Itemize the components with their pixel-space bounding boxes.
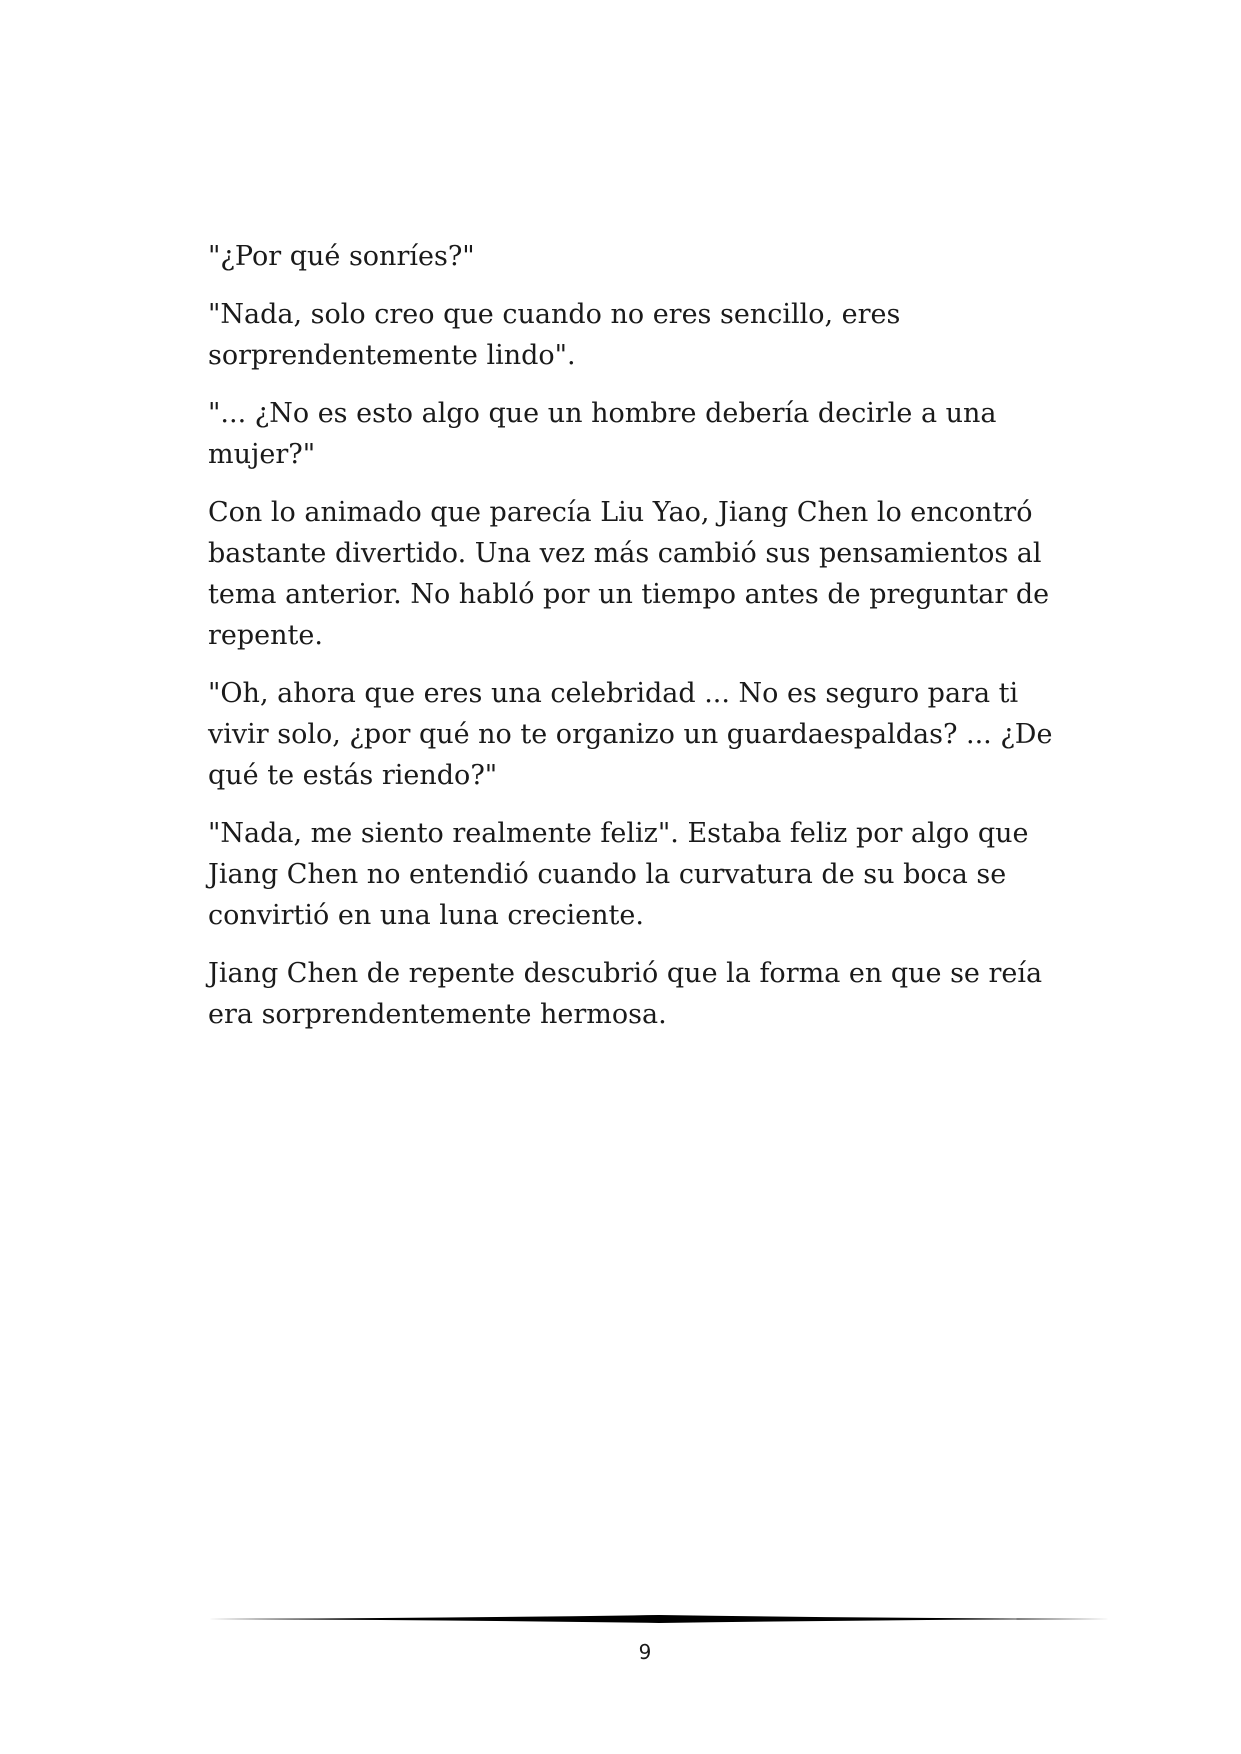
paragraph-2: "Nada, solo creo que cuando no eres sencillo, eres sorprendentemente lindo". (208, 299, 901, 371)
footer-divider (208, 1612, 1110, 1626)
paragraph-6: "Nada, me siento realmente feliz". Estaba feliz por algo que Jiang Chen no entendió cuando la curvatura de su boca se convirtió en una luna creciente. (208, 818, 1029, 931)
paragraph-4: Con lo animado que parecía Liu Yao, Jiang Chen lo encontró bastante divertido. Una vez más cambió sus pensamientos al tema anterior. No habló por un tiempo antes de preguntar de repente. (208, 497, 1050, 651)
page-number: 9 (638, 1640, 652, 1664)
body-text (208, 236, 1068, 1052)
paragraph-1: "¿Por qué sonríes?" (208, 241, 475, 272)
paragraph-5: "Oh, ahora que eres una celebridad ... No es seguro para ti vivir solo, ¿por qué no te organizo un guardaespaldas? ... ¿De qué te estás riendo?" (208, 678, 1053, 791)
paragraph-3: "... ¿No es esto algo que un hombre debería decirle a una mujer?" (208, 398, 997, 470)
paragraph-7: Jiang Chen de repente descubrió que la forma en que se reía era sorprendentemente hermosa. (208, 958, 1043, 1030)
